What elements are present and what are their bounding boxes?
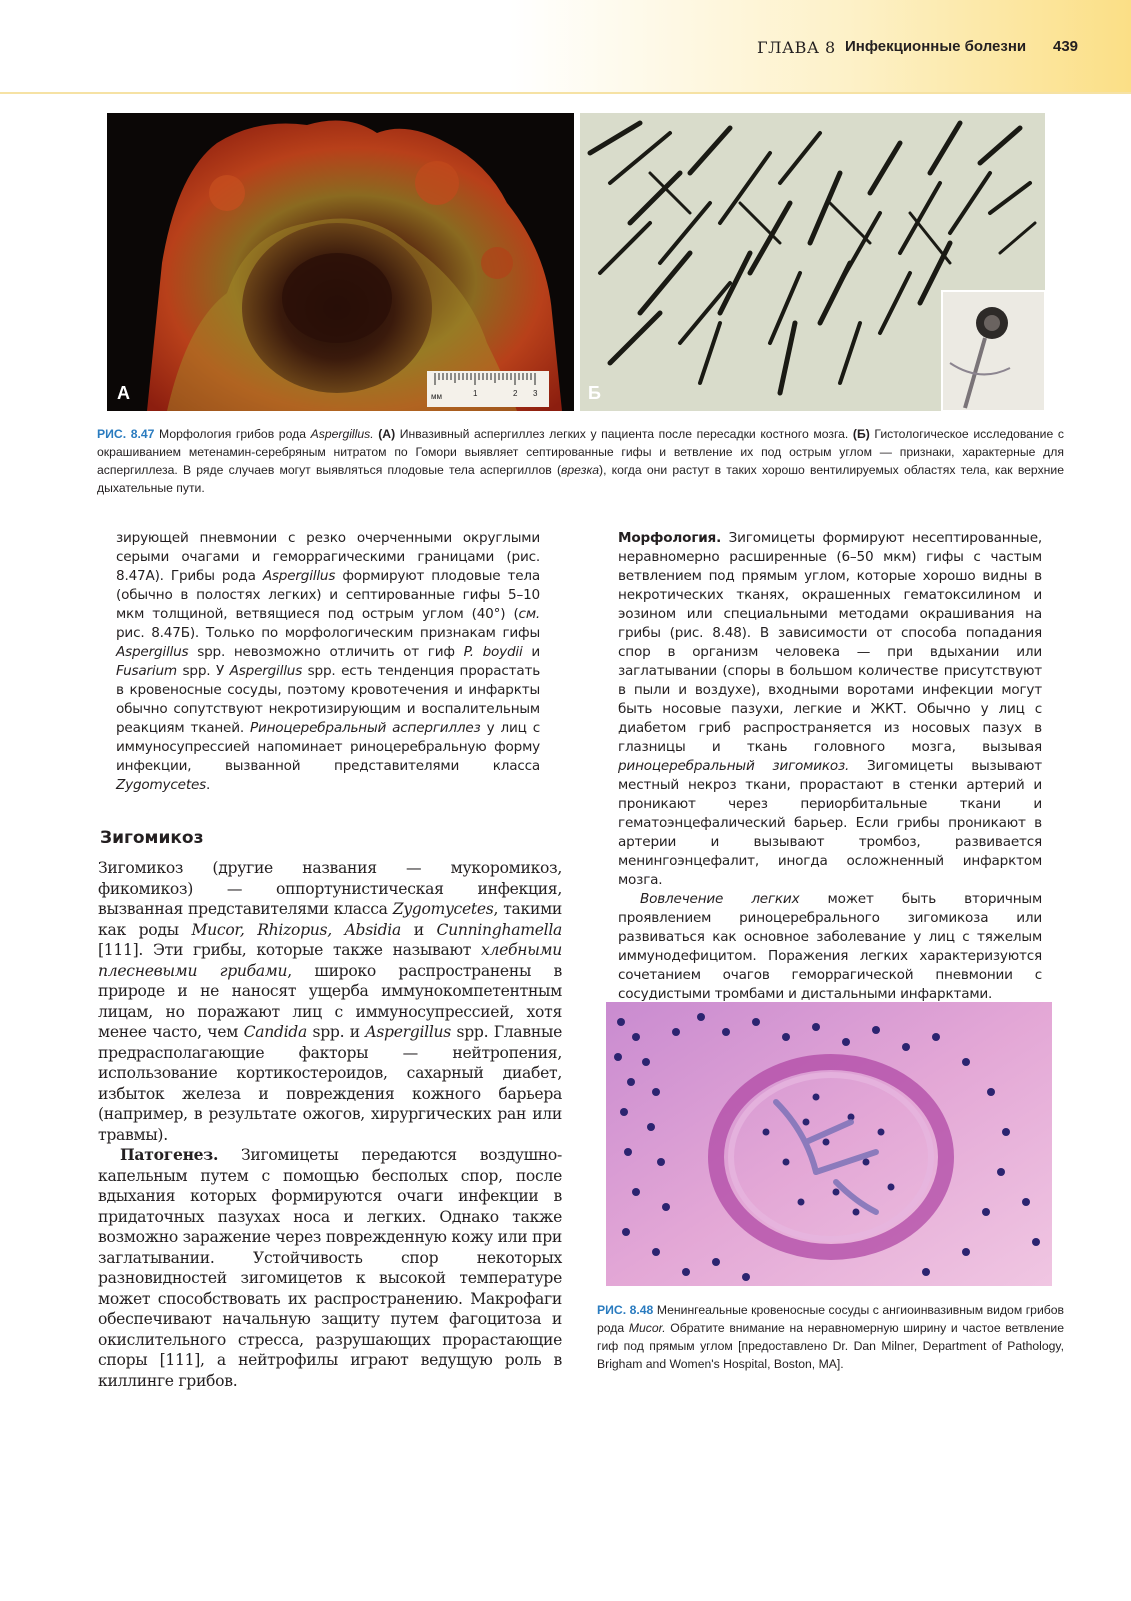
figure-8-47-b-photo [580, 113, 1045, 411]
chapter-label: ГЛАВА 8 [757, 38, 836, 57]
caption-italic: врезка [561, 463, 600, 477]
hyphae-silver-stain-image [580, 113, 1045, 411]
paragraph-lung-involvement: Вовлечение легких может быть вторичным проявлением риноцеребрального зигомикоза или развиваться как основное заболевание у лиц с тяжелым иммунодефицитом. Поражения легких характеризуются сочетанием очагов геморрагической пневмонии с сосудистыми тромбами и дистальными инфарктами. [618, 891, 1042, 1002]
caption-text: Морфология грибов рода [154, 427, 311, 441]
ruler-ticks [427, 371, 549, 407]
paragraph-aspergillus-morphology: зирующей пневмонии с резко очерченными округлыми серыми очагами и геморрагическими границами (рис. 8.47А). Грибы рода Aspergillus формируют плодовые тела (обычно в полостях легких) и септированные гифы 5–10 мкм толщиной, ветвящиеся под острым углом (40°) (см. рис. 8.47Б). Только по морфологическим признакам гифы Aspergillus spp. невозможно отличить от гиф P. boydii и Fusarium spp. У Aspergillus spp. есть тенденция прорастать в кровеносные сосуды, поэтому кровотечения и инфаркты обычно сопутствуют некротизирующим и воспалительным реакциям тканей. Риноцеребральный аспергиллез у лиц с иммуносупрессией напоминает риноцеребральную форму инфекции, вызванной представителями класса Zygomycetes. [116, 530, 541, 793]
caption-panel-b-mark: (Б) [852, 427, 870, 441]
header-divider [0, 92, 1131, 94]
ruler-tick-3: 3 [533, 389, 538, 398]
left-column-zygomycosis-text [98, 858, 562, 1391]
ruler-unit: мм [431, 392, 442, 401]
paragraph-pathogenesis: Патогенез. Зигомицеты передаются воздушно-капельным путем с помощью бесполых спор, после вдыхания которых формируются очаги инфекции в придаточных пазухах носа и легких. Однако также возможно заражение через поврежденную кожу или при заглатывании. Устойчивость спор некоторых разновидностей зигомицетов к высокой температуре может способствовать их распространению. Макрофаги обеспечивают начальную защиту путем фагоцитоза и окислительного стресса, разрушающих прорастающие споры [111], а нейтрофилы играют ведущую роль в киллинге грибов. [98, 1145, 562, 1390]
caption-text: Менингеальные кровеносные сосуды с ангиоинвазивным видом грибов рода [597, 1303, 1065, 1335]
left-column-continuation [116, 529, 540, 795]
caption-text: Обратите внимание на неравномерную ширину и частое ветвление гиф под прямым углом [предоставлено Dr. Dan Milner, Department of Pathology, Brigham and Women's Hospital, Boston, MA]. [597, 1321, 1064, 1371]
caption-text: Гистологическое исследование с окрашиванием метенамин-серебряным нитратом по Гомори выявляет септированные гифы и ветвление их под острым углом — признаки, характерные для аспергиллеза. В ряде случаев могут выявляться плодовые тела аспергиллов ( [97, 427, 1064, 477]
paragraph-zygomycosis-intro: Зигомикоз (другие названия — мукоромикоз, фикомикоз) — оппортунистическая инфекция, вызванная представителями класса Zygomycetes, такими как роды Mucor, Rhizopus, Absidia и Cunninghamella [111]. Эти грибы, которые также называют хлебными плесневыми грибами, широко распространены в природе и не наносят ущерба иммунокомпетентным лицам, но поражают лиц с иммуносупрессией, хотя менее часто, чем Candida spp. и Aspergillus spp. Главные предрасполагающие факторы — нейтропения, использование кортикостероидов, сахарный диабет, избыток железа и повреждения кожного барьера (например, в результате ожогов, хирургических ран или травмы). [98, 859, 563, 1144]
ruler-tick-2: 2 [513, 389, 518, 398]
caption-italic: Mucor. [628, 1321, 666, 1335]
caption-italic: Aspergillus. [310, 427, 374, 441]
caption-panel-a-mark: (А) [373, 427, 396, 441]
figure-8-48-caption [597, 1301, 1064, 1373]
panel-letter-b: Б [588, 383, 601, 403]
figure-8-48-label: РИС. 8.48 [597, 1303, 654, 1317]
chapter-topic: Инфекционные болезни [845, 38, 1027, 55]
meningeal-vessel-micrograph [606, 1002, 1052, 1286]
panel-letter-a: А [117, 383, 130, 403]
caption-text: Инвазивный аспергиллез легких у пациента после пересадки костного мозга. [395, 427, 853, 441]
section-heading-zygomycosis: Зигомикоз [100, 828, 204, 848]
paragraph-zygomycetes-morphology: Морфология. Зигомицеты формируют несептированные, неравномерно расширенные (6–50 мкм) гифы с частым ветвлением под прямым углом, которые хорошо видны в некротических тканях, окрашенных гематоксилином и эозином или специальными методами окрашивания на грибы (рис. 8.48). В зависимости от способа попадания спор в организм человека — при вдыхании или заглатывании (споры в большом количестве присутствуют в пыли и воздухе), входными воротами инфекции могут быть носовые пазухи, легкие и ЖКТ. Обычно у лиц с диабетом гриб распространяется из носовых пазух в глазницы и ткань головного мозга, вызывая риноцеребральный зигомикоз. Зигомицеты вызывают местный некроз ткани, прорастают в стенки артерий и проникают через периорбитальные ткани и гематоэнцефалический барьер. Если грибы проникают в артерии и вызывают тромбоз, развивается менингоэнцефалит, иногда осложненный инфарктом мозга. [618, 530, 1043, 888]
figure-8-47-caption [97, 425, 1064, 497]
figure-8-47-a-photo [107, 113, 574, 411]
page-number: 439 [1053, 38, 1079, 55]
figure-8-47-label: РИС. 8.47 [97, 427, 155, 441]
right-column-morphology-text [618, 529, 1042, 1004]
figure-8-48-photo [606, 1002, 1052, 1286]
ruler-tick-1: 1 [473, 389, 478, 398]
caption-text: ), когда они растут в таких хорошо вентилируемых областях тела, как верхние дыхательные пути. [97, 463, 1064, 495]
lung-specimen-image [107, 113, 574, 411]
